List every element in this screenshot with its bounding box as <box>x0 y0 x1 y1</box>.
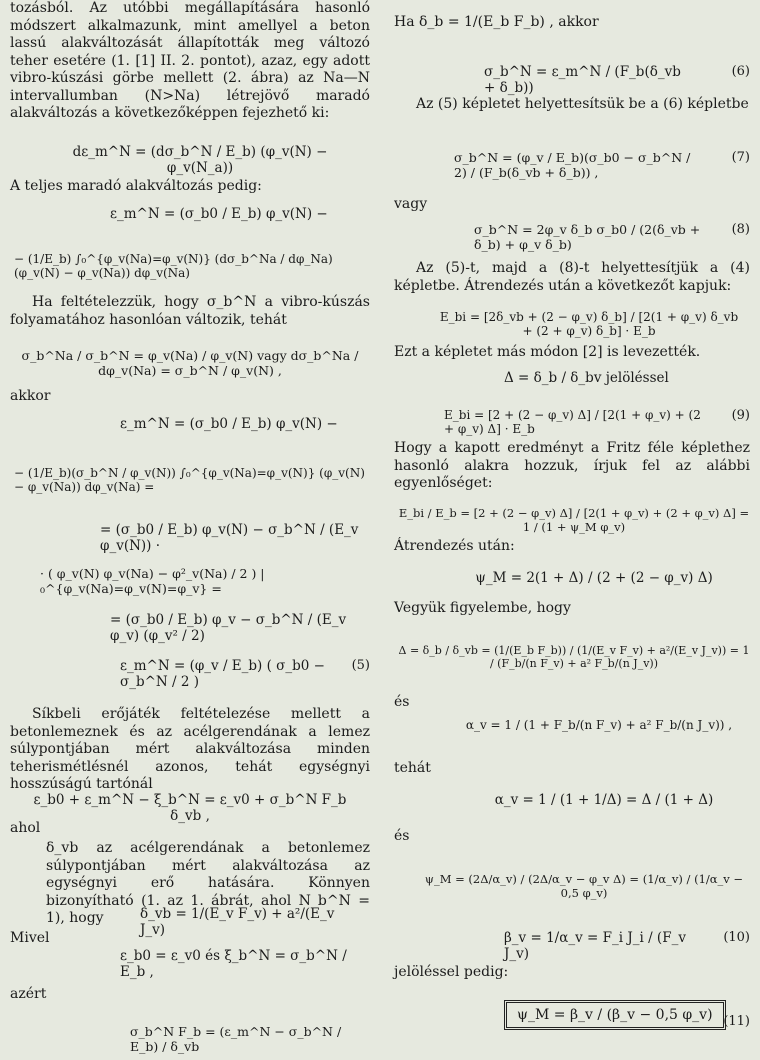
equation-number-9: (9) <box>731 408 750 423</box>
equation-number-10: (10) <box>723 930 750 945</box>
equation-alpha-v: α_v = 1 / (1 + F_b/(n F_v) + a² F_b/(n J_v)) , <box>465 718 733 732</box>
equation-eps-a: ε_m^N = (σ_b0 / E_b) φ_v(N) − <box>120 416 338 432</box>
paragraph-thus: tehát <box>394 760 431 776</box>
equation-alpha-v-2: α_v = 1 / (1 + 1/Δ) = Δ / (1 + Δ) <box>494 792 714 808</box>
equation-sigma-fb: σ_b^N F_b = (ε_m^N − σ_b^N / E_b) / δ_vb <box>130 1024 342 1054</box>
equation-psi-m: ψ_M = 2(1 + Δ) / (2 + (2 − φ_v) Δ) <box>475 570 713 586</box>
equation-eps-c: = (σ_b0 / E_b) φ_v(N) − σ_b^N / (E_v φ_v(N)) · <box>100 522 359 554</box>
equation-ratio-ebi: E_bi / E_b = [2 + (2 − φ_v) Δ] / [2(1 + φ_v) + (2 + φ_v) Δ] = 1 / (1 + ψ_M φ_v) <box>398 506 750 534</box>
paragraph-plane: Síkbeli erőjáték feltételezése mellett a betonlemeznek és az acélgerendának a lemez súlypontjában mért alakváltozása minden teherismétlésnél azonos, tehát egységnyi hosszúságú tartónál <box>10 706 370 792</box>
paragraph-therefore: azért <box>10 986 47 1002</box>
equation-eps-b: − (1/E_b)(σ_b^N / φ_v(N)) ∫₀^{φ_v(Na)=φ_v(N)} (φ_v(N) − φ_v(Na)) dφ_v(Na) = <box>14 466 365 494</box>
paragraph-intro: tozásból. Az utóbbi megállapítására hasonló módszert alkalmazunk, mint amellyel a beton lassú alakváltozását állapították meg változó teher esetére (1. [1] II. 2. pontot), azaz, egy adott vibro-kúszási görbe mellett (2. ábra) az Na—N intervallumban (N>Na) létrejövő maradó alakváltozás a következőképpen fejezhető ki: <box>10 0 370 121</box>
left-column <box>10 0 370 1060</box>
equation-eps-b0: ε_b0 = ε_v0 és ξ_b^N = σ_b^N / E_b , <box>120 948 347 980</box>
equation-eps-d: · ( φ_v(N) φ_v(Na) − φ²_v(Na) / 2 ) |₀^{φ_v(Na)=φ_v(N)=φ_v} = <box>40 566 265 596</box>
equation-5: ε_m^N = (φ_v / E_b) ( σ_b0 − σ_b^N / 2 ) (5) <box>120 658 370 690</box>
paragraph-substitute: Az (5) képletet helyettesítsük be a (6) képletbe <box>416 96 749 112</box>
equation-6: σ_b^N = ε_m^N / (F_b(δ_vb + δ_b)) (6) <box>484 64 750 96</box>
paragraph-after-rearrange: Átrendezés után: <box>394 538 515 554</box>
equation-number-7: (7) <box>731 150 750 165</box>
equation-total-a: ε_m^N = (σ_b0 / E_b) φ_v(N) − <box>110 206 328 222</box>
equation-9: E_bi = [2 + (2 − φ_v) Δ] / [2(1 + φ_v) + (2 + φ_v) Δ] · E_b (9) <box>444 408 750 436</box>
equation-7: σ_b^N = (φ_v / E_b)(σ_b0 − σ_b^N / 2) / (F_b(δ_vb + δ_b)) , (7) <box>454 150 750 180</box>
equation-delta-full: Δ = δ_b / δ_vb = (1/(E_b F_b)) / (1/(E_v F_v) + a²/(E_v J_v)) = 1 / (F_b/(n F_v) + a² F_b/(n J_v)) <box>398 644 750 670</box>
equation-compat: ε_b0 + ε_m^N − ξ_b^N = ε_v0 + σ_b^N F_b δ_vb , <box>33 792 347 824</box>
boxed-equation: ψ_M = β_v / (β_v − 0,5 φ_v) <box>504 1000 726 1030</box>
equation-10: β_v = 1/α_v = F_i J_i / (F_v J_v) (10) <box>504 930 750 962</box>
paragraph-delta-b: Ha δ_b = 1/(E_b F_b) , akkor <box>394 14 599 30</box>
equation-number-6: (6) <box>731 64 750 79</box>
equation-delta-vb: δ_vb = 1/(E_v F_v) + a²/(E_v J_v) <box>140 906 335 938</box>
paragraph-assume: Ha feltételezzük, hogy σ_b^N a vibro-kúszás folyamatához hasonlóan változik, tehát <box>10 294 370 328</box>
equation-delta-def: Δ = δ_b / δ_bv jelöléssel <box>504 370 669 386</box>
equation-deps: dε_m^N = (dσ_b^N / E_b) (φ_v(N) − φ_v(N_a)) <box>72 144 328 176</box>
right-column <box>394 0 754 1060</box>
paragraph-where: ahol <box>10 820 41 836</box>
equation-total-b: − (1/E_b) ∫₀^{φ_v(Na)=φ_v(N)} (dσ_b^Na / dφ_Na) (φ_v(N) − φ_v(Na)) dφ_v(Na) <box>14 252 333 280</box>
paragraph-fritz: Hogy a kapott eredményt a Fritz féle képlethez hasonló alakra hozzuk, írjuk fel az alábbi egyenlőséget: <box>394 440 750 491</box>
equation-number-8: (8) <box>731 222 750 237</box>
paragraph-and-1: és <box>394 694 410 710</box>
paragraph-or: vagy <box>394 196 428 212</box>
equation-8: σ_b^N = 2φ_v δ_b σ_b0 / (2(δ_vb + δ_b) + φ_v δ_b) (8) <box>474 222 750 252</box>
paragraph-and-2: és <box>394 828 410 844</box>
equation-eps-e: = (σ_b0 / E_b) φ_v − σ_b^N / (E_v φ_v) (φ_v² / 2) <box>110 612 347 644</box>
paragraph-consider: Vegyük figyelembe, hogy <box>394 600 571 616</box>
paragraph-since: Mivel <box>10 930 50 946</box>
paragraph-notation: jelöléssel pedig: <box>394 964 509 980</box>
equation-psi-m-2: ψ_M = (2Δ/α_v) / (2Δ/α_v − φ_v Δ) = (1/α_v) / (1/α_v − 0,5 φ_v) <box>424 872 744 900</box>
paragraph-rearrange: Az (5)-t, majd a (8)-t helyettesítjük a (4) képletbe. Átrendezés után a következőt kapjuk: <box>394 260 750 294</box>
equation-11 <box>394 992 750 1052</box>
paragraph-delta-def: δ_vb az acélgerendának a betonlemez súlypontjában mért alakváltozása az egységnyi erő hatására. Könnyen bizonyítható (1. az 1. ábrát, ahol N_b^N = 1), hogy <box>46 840 370 926</box>
paragraph-derived: Ezt a képletet más módon [2] is levezették. <box>394 344 701 360</box>
paragraph-then: akkor <box>10 388 51 404</box>
paragraph-total: A teljes maradó alakváltozás pedig: <box>10 178 262 194</box>
equation-number-5: (5) <box>351 658 370 673</box>
equation-ebi: E_bi = [2δ_vb + (2 − φ_v) δ_b] / [2(1 + φ_v) δ_vb + (2 + φ_v) δ_b] · E_b <box>439 310 739 338</box>
equation-number-11: (11) <box>723 1014 750 1029</box>
equation-ratio: σ_b^Na / σ_b^N = φ_v(Na) / φ_v(N) vagy dσ_b^Na / dφ_v(Na) = σ_b^N / φ_v(N) , <box>21 348 359 378</box>
